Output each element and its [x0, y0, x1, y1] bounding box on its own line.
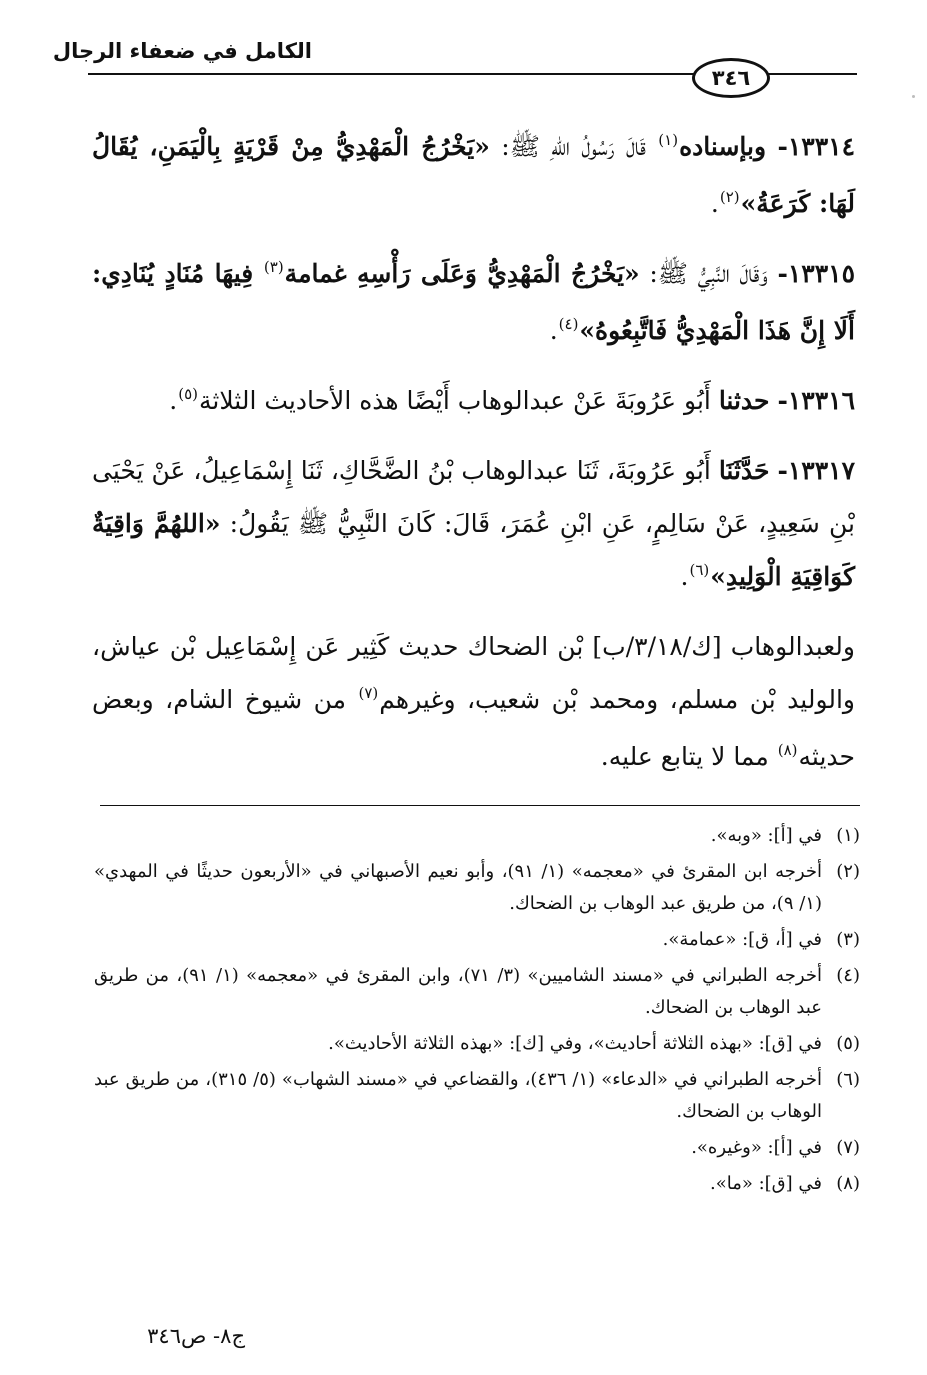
hadith-number: ١٣٣١٦-: [777, 386, 855, 415]
footnote-reference-6: (٦): [689, 561, 710, 579]
footnote-reference-1: (١): [658, 131, 679, 149]
narration-text: أَبُو عَرُوبَةَ عَنْ عبدالوهاب أَيْضًا هذه الأحاديث الثلاثة: [199, 386, 711, 415]
hadith-13317: [92, 444, 855, 607]
footnote-text: في [ق]: «بهذه الثلاثة أحاديث»، وفي [ك]: «بهذه الثلاثة الأحاديث».: [328, 1033, 822, 1054]
footnote-text: في [ق]: «ما».: [710, 1173, 822, 1194]
sentence-end: .: [710, 189, 719, 218]
footnote-text: في [أ]: «وغيره».: [691, 1137, 822, 1158]
footnote-reference-7: (٧): [358, 684, 379, 702]
scan-mark: [912, 95, 915, 98]
sentence-end: .: [169, 386, 178, 415]
hadith-text-continuation: فِيهَا مُنَادٍ يُنَادِي: أَلَا إِنَّ هَذَا الْمَهْدِيُّ فَاتَّبِعُوهُ»: [92, 259, 855, 345]
hadith-13316: [92, 374, 855, 431]
hadith-intro: وَقَالَ النَّبِيُّ ﷺ:: [649, 259, 768, 288]
hadith-number: ١٣٣١٥-: [777, 259, 856, 288]
footnote-marker: (٢): [836, 861, 860, 882]
footnote-7: [94, 1132, 860, 1164]
footnotes: [94, 820, 860, 1204]
closing-text: ولعبدالوهاب [ك/٣/١٨/ب] بْن الضحاك حديث كَثِير عَن إِسْمَاعِيل بْن عياش، والوليد بْن مسلم، ومحمد بْن شعيب، وغيرهم: [92, 632, 855, 714]
footnote-reference-3: (٣): [263, 258, 284, 276]
sentence-end: .: [549, 316, 558, 345]
footnote-8: [94, 1168, 860, 1200]
footnote-text: أخرجه الطبراني في «الدعاء» (١/ ٤٣٦)، والقضاعي في «مسند الشهاب» (٥/ ٣١٥)، من طريق عبد الوهاب بن الضحاك.: [94, 1069, 822, 1122]
footnote-marker: (٣): [836, 929, 860, 950]
closing-paragraph: [92, 620, 855, 787]
closing-text-continuation: من شيوخ الشام، وبعض حديثه: [92, 685, 855, 771]
hadith-number: ١٣٣١٤-: [777, 132, 856, 161]
footnote-marker: (٥): [836, 1033, 860, 1054]
hadith-text: «اللهُمَّ وَاقِيَةٌ كَوَاقِيَةِ الْوَلِيدِ»: [92, 509, 855, 591]
sentence-end: .: [680, 562, 689, 591]
footnote-marker: (٨): [836, 1173, 860, 1194]
footnote-reference-4: (٤): [558, 315, 579, 333]
footnote-6: [94, 1064, 860, 1128]
hadith-text: «يَخْرُجُ الْمَهْدِيُّ وَعَلَى رَأْسِهِ غمامة: [284, 259, 640, 288]
narration-chain: أَبُو عَرُوبَةَ، ثَنَا عبدالوهاب بْنُ الضَّحَّاكِ، ثَنَا إِسْمَاعِيلُ، عَنْ يَحْيَى بْنِ سَعِيدٍ، عَنْ سَالِمٍ، عَنِ ابْنِ عُمَرَ، قَالَ: كَانَ النَّبِيُّ ﷺ يَقُولُ:: [92, 456, 855, 538]
main-text: [92, 120, 855, 800]
hadith-text: «يَخْرُجُ الْمَهْدِيُّ مِنْ قَرْيَةٍ بِالْيَمَنِ، يُقَالُ لَهَا: كَرَعَةُ»: [92, 132, 855, 218]
page-reference: ج٨- ص٣٤٦: [147, 1324, 245, 1348]
footnote-3: [94, 924, 860, 956]
footnote-reference-5: (٥): [178, 385, 199, 403]
footnote-text: في [أ]: «وبه».: [710, 825, 822, 846]
footnote-5: [94, 1028, 860, 1060]
hadith-lead: حَدَّثَنَا: [718, 456, 770, 485]
footnote-rule: [100, 805, 860, 806]
footnote-2: [94, 856, 860, 920]
hadith-13315: [92, 247, 855, 361]
hadith-lead: وبإسناده: [679, 132, 767, 161]
hadith-intro: قَالَ رَسُولُ اللهِ ﷺ:: [501, 132, 646, 161]
footnote-marker: (١): [836, 825, 860, 846]
footnote-4: [94, 960, 860, 1024]
footnote-marker: (٦): [836, 1069, 860, 1090]
footnote-marker: (٧): [836, 1137, 860, 1158]
footnote-text: أخرجه ابن المقرئ في «معجمه» (١/ ٩١)، وأبو نعيم الأصبهاني في «الأربعون حديثًا في المهدي» (١/ ٩)، من طريق عبد الوهاب بن الضحاك.: [94, 861, 822, 914]
page-number: ٣٤٦: [692, 58, 770, 98]
hadith-number: ١٣٣١٧-: [777, 456, 856, 485]
footnote-text: أخرجه الطبراني في «مسند الشاميين» (٣/ ٧١)، وابن المقرئ في «معجمه» (١/ ٩١)، من طريق عبد الوهاب بن الضحاك.: [94, 965, 822, 1018]
footnote-reference-2: (٢): [719, 188, 740, 206]
footnote-marker: (٤): [836, 965, 860, 986]
hadith-lead: حدثنا: [718, 386, 770, 415]
footnote-text: في [أ، ق]: «عمامة».: [662, 929, 822, 950]
footnote-1: [94, 820, 860, 852]
book-title: الكامل في ضعفاء الرجال: [52, 39, 312, 63]
footnote-reference-8: (٨): [777, 741, 798, 759]
hadith-13314: [92, 120, 855, 234]
closing-text-end: مما لا يتابع عليه.: [600, 742, 769, 771]
